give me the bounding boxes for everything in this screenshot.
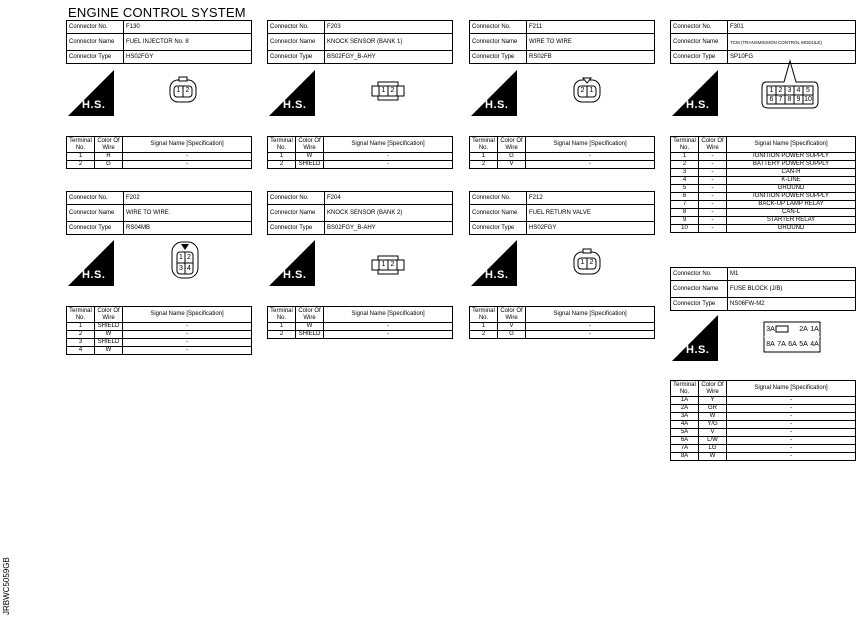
signal-cell: -: [324, 161, 453, 169]
terminal-cell: 2: [67, 331, 95, 339]
connector-no: F202: [124, 192, 252, 205]
signal-table: [469, 306, 655, 339]
color-cell: GR: [699, 405, 727, 413]
color-cell: W: [699, 413, 727, 421]
connector-face-icon: [760, 60, 820, 110]
terminal-cell: 6A: [671, 437, 699, 445]
hs-label: H.S.: [82, 99, 106, 111]
header-signal-name: Signal Name [Specification]: [123, 307, 252, 323]
terminal-cell: 5A: [671, 429, 699, 437]
terminal-cell: 2: [67, 161, 95, 169]
terminal-cell: 2A: [671, 405, 699, 413]
color-cell: Y: [699, 397, 727, 405]
color-cell: G: [498, 331, 526, 339]
terminal-cell: 1: [268, 323, 296, 331]
table-row: [671, 421, 856, 429]
label-connector-name: Connector Name: [470, 34, 527, 51]
color-cell: -: [699, 209, 727, 217]
connector-face-icon: [762, 320, 822, 354]
connector-info-table: [469, 20, 655, 64]
signal-cell: -: [526, 331, 655, 339]
signal-cell: GROUND: [727, 225, 856, 233]
color-cell: G: [498, 153, 526, 161]
table-row: [67, 161, 252, 169]
label-connector-name: Connector Name: [268, 205, 325, 222]
color-cell: -: [699, 185, 727, 193]
hs-harness-side-icon: [471, 240, 517, 286]
label-connector-no: Connector No.: [470, 192, 527, 205]
terminal-cell: 8A: [671, 453, 699, 461]
connector-type: SP10FG: [728, 51, 856, 64]
color-cell: -: [699, 225, 727, 233]
table-row: [470, 331, 655, 339]
terminal-cell: 9: [671, 217, 699, 225]
pin-label: 1: [589, 87, 594, 94]
header-terminal-no: Terminal No.: [67, 307, 95, 323]
table-row: [671, 153, 856, 161]
connector-info-table: [267, 20, 453, 64]
pin-label: 2: [580, 87, 585, 94]
table-row: [671, 413, 856, 421]
header-signal-name: Signal Name [Specification]: [727, 381, 856, 397]
pin-label: 4: [796, 87, 801, 94]
header-terminal-no: Terminal No.: [470, 307, 498, 323]
connector-no: M1: [728, 268, 856, 281]
header-signal-name: Signal Name [Specification]: [526, 307, 655, 323]
terminal-cell: 1A: [671, 397, 699, 405]
color-cell: -: [699, 201, 727, 209]
connector-no: F204: [325, 192, 453, 205]
table-row: [67, 323, 252, 331]
pin-label: 3: [787, 87, 792, 94]
pin-label: 7A: [777, 341, 786, 348]
terminal-cell: 1: [470, 323, 498, 331]
color-cell: W: [296, 323, 324, 331]
hs-harness-side-icon: [269, 70, 315, 116]
pin-label: 7: [778, 96, 783, 103]
header-color-of-wire: Color Of Wire: [296, 307, 324, 323]
hs-harness-side-icon: [471, 70, 517, 116]
connector-type: NS06FW-M2: [728, 298, 856, 311]
color-cell: W: [699, 453, 727, 461]
table-row: [67, 347, 252, 355]
table-row: [671, 169, 856, 177]
table-row: [671, 225, 856, 233]
pin-label: 8A: [766, 341, 775, 348]
terminal-cell: 7: [671, 201, 699, 209]
pin-label: 2: [185, 87, 190, 94]
terminal-cell: 2: [268, 331, 296, 339]
table-row: [268, 323, 453, 331]
connector-no: F130: [124, 21, 252, 34]
color-cell: V: [498, 161, 526, 169]
color-cell: R: [95, 153, 123, 161]
terminal-cell: 3A: [671, 413, 699, 421]
signal-cell: -: [727, 413, 856, 421]
color-cell: V: [498, 323, 526, 331]
label-connector-type: Connector Type: [470, 222, 527, 235]
signal-cell: -: [727, 405, 856, 413]
connector-face-icon: [170, 240, 200, 280]
table-row: [67, 331, 252, 339]
hs-label: H.S.: [283, 269, 307, 281]
connector-no: F212: [527, 192, 655, 205]
table-row: [268, 331, 453, 339]
connector-info-table: [66, 191, 252, 235]
signal-cell: -: [123, 161, 252, 169]
label-connector-no: Connector No.: [268, 192, 325, 205]
color-cell: V: [699, 429, 727, 437]
signal-cell: -: [324, 331, 453, 339]
pin-label: 3: [179, 265, 183, 272]
header-color-of-wire: Color Of Wire: [498, 137, 526, 153]
header-color-of-wire: Color Of Wire: [699, 381, 727, 397]
header-color-of-wire: Color Of Wire: [95, 307, 123, 323]
connector-info-table: [66, 20, 252, 64]
table-row: [671, 445, 856, 453]
terminal-cell: 8: [671, 209, 699, 217]
connector-type: BS02FGY_B-AHY: [325, 222, 453, 235]
label-connector-type: Connector Type: [67, 222, 124, 235]
pin-label: 1: [580, 259, 585, 266]
header-signal-name: Signal Name [Specification]: [123, 137, 252, 153]
color-cell: -: [699, 169, 727, 177]
label-connector-type: Connector Type: [671, 298, 728, 311]
label-connector-no: Connector No.: [470, 21, 527, 34]
header-color-of-wire: Color Of Wire: [296, 137, 324, 153]
header-color-of-wire: Color Of Wire: [95, 137, 123, 153]
terminal-cell: 2: [671, 161, 699, 169]
pin-label: 1: [381, 87, 386, 94]
pin-label: 1: [179, 254, 183, 261]
header-signal-name: Signal Name [Specification]: [526, 137, 655, 153]
table-row: [671, 437, 856, 445]
connector-no: F211: [527, 21, 655, 34]
pin-label: 2A: [799, 326, 808, 333]
color-cell: W: [296, 153, 324, 161]
signal-cell: CAN-L: [727, 209, 856, 217]
connector-type: RS04MB: [124, 222, 252, 235]
signal-cell: STARTER RELAY: [727, 217, 856, 225]
connector-face-icon: [572, 76, 602, 104]
color-cell: LG: [699, 445, 727, 453]
connector-no: F203: [325, 21, 453, 34]
signal-cell: -: [123, 339, 252, 347]
signal-cell: -: [526, 323, 655, 331]
color-cell: W: [95, 347, 123, 355]
connector-name: KNOCK SENSOR (BANK 1): [325, 34, 453, 51]
connector-name: FUEL INJECTOR No. 8: [124, 34, 252, 51]
table-row: [671, 429, 856, 437]
terminal-cell: 1: [470, 153, 498, 161]
header-terminal-no: Terminal No.: [671, 137, 699, 153]
pin-label: 6: [769, 96, 774, 103]
connector-name: WIRE TO WIRE: [527, 34, 655, 51]
label-connector-no: Connector No.: [67, 192, 124, 205]
signal-table: [267, 306, 453, 339]
hs-harness-side-icon: [672, 315, 718, 361]
signal-cell: BACK-UP LAMP RELAY: [727, 201, 856, 209]
signal-cell: -: [526, 161, 655, 169]
pin-label: 4: [187, 265, 191, 272]
connector-name: FUSE BLOCK (J/B): [728, 281, 856, 298]
terminal-cell: 1: [67, 323, 95, 331]
signal-table: [670, 380, 856, 461]
signal-cell: -: [123, 323, 252, 331]
table-row: [671, 405, 856, 413]
terminal-cell: 2: [268, 161, 296, 169]
connector-name: TCM (TRANSMISSION CONTROL MODULE): [728, 34, 856, 51]
connector-face-icon: [168, 76, 198, 104]
table-row: [470, 161, 655, 169]
header-signal-name: Signal Name [Specification]: [727, 137, 856, 153]
terminal-cell: 4A: [671, 421, 699, 429]
color-cell: -: [699, 161, 727, 169]
pin-label: 8: [787, 96, 792, 103]
terminal-cell: 4: [671, 177, 699, 185]
signal-cell: K-LINE: [727, 177, 856, 185]
hs-harness-side-icon: [68, 70, 114, 116]
connector-name: FUEL RETURN VALVE: [527, 205, 655, 222]
header-terminal-no: Terminal No.: [671, 381, 699, 397]
signal-cell: -: [727, 429, 856, 437]
header-terminal-no: Terminal No.: [470, 137, 498, 153]
signal-table: [469, 136, 655, 169]
color-cell: W: [95, 331, 123, 339]
table-row: [268, 161, 453, 169]
label-connector-name: Connector Name: [268, 34, 325, 51]
connector-name: KNOCK SENSOR (BANK 2): [325, 205, 453, 222]
signal-cell: -: [123, 153, 252, 161]
signal-cell: -: [727, 421, 856, 429]
connector-name: WIRE TO WIRE: [124, 205, 252, 222]
signal-table: [66, 306, 252, 355]
terminal-cell: 5: [671, 185, 699, 193]
pin-label: 6A: [788, 341, 797, 348]
pin-label: 1: [176, 87, 181, 94]
signal-cell: BATTERY POWER SUPPLY: [727, 161, 856, 169]
header-signal-name: Signal Name [Specification]: [324, 307, 453, 323]
pin-label: 5A: [799, 341, 808, 348]
label-connector-name: Connector Name: [671, 34, 728, 51]
document-code: JRBWC5059GB: [2, 557, 11, 615]
connector-type: RS02FB: [527, 51, 655, 64]
label-connector-name: Connector Name: [671, 281, 728, 298]
color-cell: L/W: [699, 437, 727, 445]
header-terminal-no: Terminal No.: [268, 307, 296, 323]
pin-label: 1: [381, 261, 386, 268]
terminal-cell: 2: [470, 161, 498, 169]
signal-cell: -: [727, 445, 856, 453]
table-row: [671, 185, 856, 193]
color-cell: SHIELD: [95, 323, 123, 331]
hs-label: H.S.: [686, 99, 710, 111]
pin-label: 9: [796, 96, 801, 103]
connector-no: F301: [728, 21, 856, 34]
hs-label: H.S.: [283, 99, 307, 111]
signal-cell: -: [727, 453, 856, 461]
hs-label: H.S.: [686, 344, 710, 356]
connector-info-table: [267, 191, 453, 235]
label-connector-type: Connector Type: [67, 51, 124, 64]
label-connector-name: Connector Name: [470, 205, 527, 222]
header-signal-name: Signal Name [Specification]: [324, 137, 453, 153]
label-connector-name: Connector Name: [67, 34, 124, 51]
terminal-cell: 7A: [671, 445, 699, 453]
signal-table: [267, 136, 453, 169]
color-cell: -: [699, 193, 727, 201]
connector-info-table: [670, 267, 856, 311]
table-row: [671, 161, 856, 169]
label-connector-no: Connector No.: [671, 21, 728, 34]
table-row: [470, 323, 655, 331]
label-connector-no: Connector No.: [67, 21, 124, 34]
hs-label: H.S.: [485, 99, 509, 111]
signal-cell: -: [324, 323, 453, 331]
terminal-cell: 1: [67, 153, 95, 161]
hs-label: H.S.: [82, 269, 106, 281]
signal-cell: IGNITION POWER SUPPLY: [727, 193, 856, 201]
signal-cell: -: [324, 153, 453, 161]
connector-type: HS02FGY: [527, 222, 655, 235]
page-title: ENGINE CONTROL SYSTEM: [68, 5, 246, 20]
hs-harness-side-icon: [269, 240, 315, 286]
table-row: [268, 153, 453, 161]
terminal-cell: 4: [67, 347, 95, 355]
signal-table: [66, 136, 252, 169]
connector-type: HS02FGY: [124, 51, 252, 64]
signal-cell: -: [123, 347, 252, 355]
signal-cell: -: [727, 397, 856, 405]
header-color-of-wire: Color Of Wire: [498, 307, 526, 323]
terminal-cell: 3: [671, 169, 699, 177]
connector-face-icon: [572, 248, 602, 276]
pin-label: 2: [589, 259, 594, 266]
color-cell: SHIELD: [296, 161, 324, 169]
label-connector-type: Connector Type: [671, 51, 728, 64]
color-cell: Y/G: [699, 421, 727, 429]
pin-label: 5: [806, 87, 810, 94]
terminal-cell: 2: [470, 331, 498, 339]
connector-face-icon: [370, 80, 406, 102]
connector-info-table: [670, 20, 856, 64]
label-connector-type: Connector Type: [268, 222, 325, 235]
pin-label: 4A: [810, 341, 819, 348]
table-row: [671, 177, 856, 185]
hs-harness-side-icon: [672, 70, 718, 116]
color-cell: G: [95, 161, 123, 169]
signal-cell: GROUND: [727, 185, 856, 193]
header-color-of-wire: Color Of Wire: [699, 137, 727, 153]
terminal-cell: 10: [671, 225, 699, 233]
pin-label: 2: [390, 87, 395, 94]
color-cell: -: [699, 177, 727, 185]
signal-cell: -: [123, 331, 252, 339]
pin-label: 1: [769, 87, 774, 94]
table-row: [671, 397, 856, 405]
table-row: [671, 209, 856, 217]
pin-label: 3A: [766, 326, 775, 333]
terminal-cell: 6: [671, 193, 699, 201]
table-row: [671, 217, 856, 225]
table-row: [671, 201, 856, 209]
label-connector-type: Connector Type: [268, 51, 325, 64]
color-cell: -: [699, 153, 727, 161]
label-connector-type: Connector Type: [470, 51, 527, 64]
table-row: [67, 339, 252, 347]
terminal-cell: 1: [671, 153, 699, 161]
terminal-cell: 1: [268, 153, 296, 161]
pin-label: 2: [390, 261, 395, 268]
signal-table: [670, 136, 856, 233]
hs-harness-side-icon: [68, 240, 114, 286]
label-connector-no: Connector No.: [268, 21, 325, 34]
terminal-cell: 3: [67, 339, 95, 347]
signal-cell: CAN-H: [727, 169, 856, 177]
signal-cell: -: [727, 437, 856, 445]
pin-label: 2: [778, 87, 783, 94]
connector-info-table: [469, 191, 655, 235]
header-terminal-no: Terminal No.: [268, 137, 296, 153]
signal-cell: -: [526, 153, 655, 161]
table-row: [671, 193, 856, 201]
pin-label: 2: [187, 254, 191, 261]
connector-type: BS02FGY_B-AHY: [325, 51, 453, 64]
color-cell: -: [699, 217, 727, 225]
table-row: [470, 153, 655, 161]
color-cell: SHIELD: [95, 339, 123, 347]
connector-face-icon: [370, 254, 406, 276]
pin-label: 10: [804, 96, 812, 103]
hs-label: H.S.: [485, 269, 509, 281]
signal-cell: IGNITION POWER SUPPLY: [727, 153, 856, 161]
label-connector-no: Connector No.: [671, 268, 728, 281]
pin-label: 1A: [810, 326, 819, 333]
color-cell: SHIELD: [296, 331, 324, 339]
table-row: [67, 153, 252, 161]
header-terminal-no: Terminal No.: [67, 137, 95, 153]
table-row: [671, 453, 856, 461]
label-connector-name: Connector Name: [67, 205, 124, 222]
